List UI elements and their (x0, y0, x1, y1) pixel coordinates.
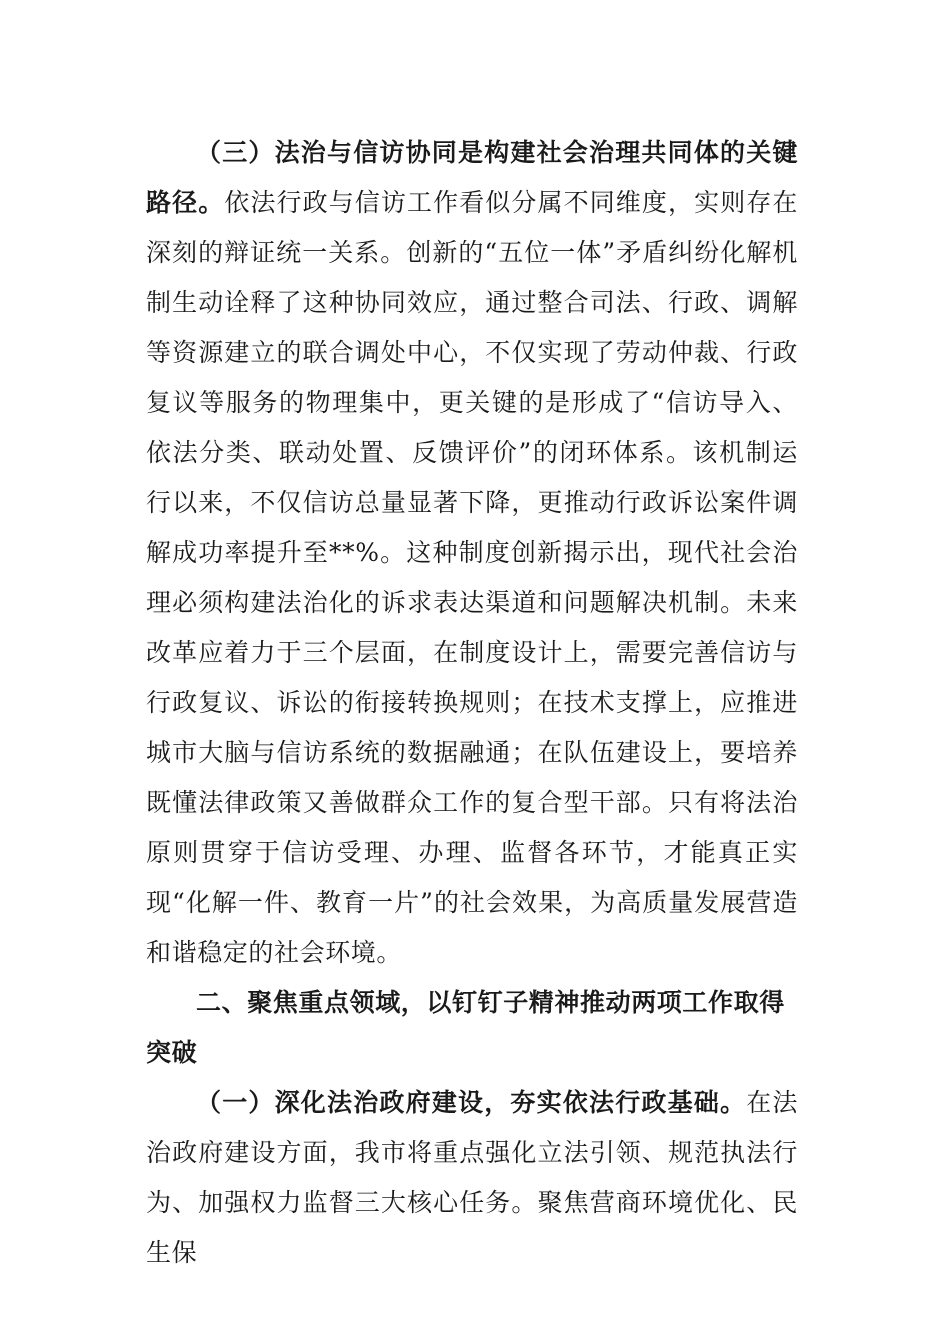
subsection-heading-1: （一）深化法治政府建设，夯实依法行政基础。 (196, 1088, 747, 1117)
subsection-heading-3: （三）法治与信访协同是构建社会治理共同体的关键路径。 (146, 138, 798, 217)
paragraph-text: 依法行政与信访工作看似分属不同维度，实则存在深刻的辩证统一关系。创新的“五位一体”矛盾纠纷化解机制生动诠释了这种协同效应，通过整合司法、行政、调解等资源建立的联合调处中心，不仅实现了劳动仲裁、行政复议等服务的物理集中，更关键的是形成了“信访导入、依法分类、联动处置、反馈评价”的闭环体系。该机制运行以来，不仅信访总量显著下降，更推动行政诉讼案件调解成功率提升至**%。这种制度创新揭示出，现代社会治理必须构建法治化的诉求表达渠道和问题解决机制。未来改革应着力于三个层面，在制度设计上，需要完善信访与行政复议、诉讼的衔接转换规则；在技术支撑上，应推进城市大脑与信访系统的数据融通；在队伍建设上，要培养既懂法律政策又善做群众工作的复合型干部。只有将法治原则贯穿于信访受理、办理、监督各环节，才能真正实现“化解一件、教育一片”的社会效果，为高质量发展营造和谐稳定的社会环境。 (146, 188, 799, 967)
paragraph-rule-of-law-government (146, 1078, 798, 1278)
paragraph-collaboration (146, 128, 798, 978)
section-heading-2: 二、聚焦重点领域，以钉钉子精神推动两项工作取得突破 (146, 988, 785, 1067)
document-body (146, 128, 798, 1278)
paragraph-text: 在法治政府建设方面，我市将重点强化立法引领、规范执法行为、加强权力监督三大核心任务。聚焦营商环境优化、民生保 (146, 1088, 799, 1267)
